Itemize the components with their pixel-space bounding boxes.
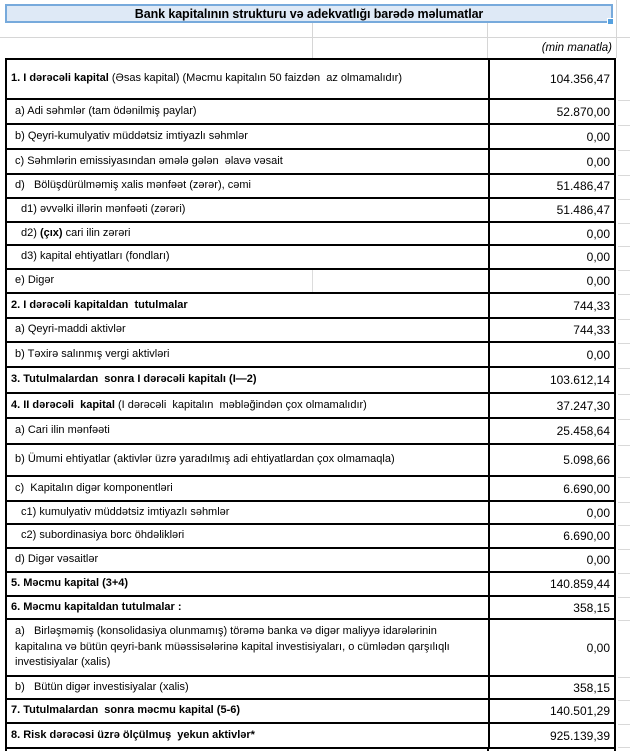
row-value[interactable]: 140.501,29 bbox=[549, 704, 610, 718]
gridline-tick bbox=[618, 223, 630, 224]
table-row[interactable] bbox=[7, 549, 614, 573]
table-row[interactable] bbox=[7, 270, 614, 294]
row-label[interactable]: 3. Tutulmalardan sonra I dərəcəli kapitalı (I—2) bbox=[7, 368, 490, 392]
table-row[interactable] bbox=[7, 724, 614, 747]
gridline-tick bbox=[618, 100, 630, 101]
table-row[interactable] bbox=[7, 294, 614, 319]
gridline-tick bbox=[618, 573, 630, 574]
table-row[interactable] bbox=[7, 525, 614, 549]
row-value[interactable]: 51.486,47 bbox=[556, 179, 610, 193]
gridline-tick bbox=[618, 700, 630, 701]
capital-table bbox=[5, 58, 616, 749]
gridline-tick bbox=[618, 125, 630, 126]
gridline-vertical bbox=[616, 0, 617, 58]
row-value[interactable]: 140.859,44 bbox=[549, 577, 610, 591]
row-value[interactable]: 52.870,00 bbox=[556, 104, 610, 119]
table-row[interactable] bbox=[7, 223, 614, 246]
gridline-tick bbox=[618, 502, 630, 503]
row-value[interactable]: 0,00 bbox=[586, 553, 610, 567]
row-label[interactable]: a) Adi səhmlər (tam ödənilmiş paylar) bbox=[7, 100, 490, 123]
table-row[interactable] bbox=[7, 100, 614, 125]
gridline-vertical bbox=[312, 23, 313, 58]
row-value[interactable]: 0,00 bbox=[586, 505, 610, 520]
row-label[interactable]: c) Səhmlərin emissiyasından əmələ gələn əlavə vəsait bbox=[7, 150, 490, 173]
row-label[interactable]: d1) əvvəlki illərin mənfəəti (zərəri) bbox=[7, 199, 490, 221]
gridline-tick bbox=[618, 620, 630, 621]
row-label[interactable]: 4. II dərəcəli kapital (I dərəcəli kapitalın məbləğindən çox olmamalıdır) bbox=[7, 394, 490, 417]
unit-note-cell[interactable] bbox=[488, 37, 614, 58]
row-label[interactable]: 2. I dərəcəli kapitaldan tutulmalar bbox=[7, 294, 490, 317]
table-row[interactable] bbox=[7, 319, 614, 343]
gridline-tick bbox=[618, 747, 630, 748]
table-row[interactable] bbox=[7, 620, 614, 677]
table-row[interactable] bbox=[7, 573, 614, 597]
row-label[interactable]: 5. Məcmu kapital (3+4) bbox=[7, 573, 490, 595]
table-row[interactable] bbox=[7, 419, 614, 445]
row-value[interactable]: 0,00 bbox=[586, 129, 610, 144]
table-row[interactable] bbox=[7, 60, 614, 100]
gridline-tick bbox=[618, 175, 630, 176]
row-value[interactable]: 104.356,47 bbox=[549, 72, 610, 86]
gridline-tick bbox=[618, 597, 630, 598]
unit-note-text: (min manatla) bbox=[541, 41, 612, 54]
table-row[interactable] bbox=[7, 368, 614, 394]
gridline-tick bbox=[618, 677, 630, 678]
border-fragment bbox=[487, 747, 489, 751]
gridline-tick bbox=[618, 270, 630, 271]
next-row-partial bbox=[0, 747, 630, 751]
row-value[interactable]: 5.098,66 bbox=[563, 453, 610, 467]
row-label[interactable]: b) Qeyri-kumulyativ müddətsiz imtiyazlı səhmlər bbox=[7, 125, 490, 148]
table-row[interactable] bbox=[7, 246, 614, 270]
gridline-tick bbox=[618, 724, 630, 725]
row-label[interactable]: c1) kumulyativ müddətsiz imtiyazlı səhmlər bbox=[7, 502, 490, 523]
gridline-tick bbox=[618, 246, 630, 247]
table-row[interactable] bbox=[7, 677, 614, 700]
table-row[interactable] bbox=[7, 477, 614, 502]
row-value[interactable]: 25.458,64 bbox=[556, 424, 610, 438]
page-title: Bank kapitalının strukturu və adekvatlığı barədə məlumatlar bbox=[134, 6, 484, 21]
gridline-tick bbox=[618, 477, 630, 478]
gridline-tick bbox=[618, 394, 630, 395]
row-label[interactable]: d) Digər vəsaitlər bbox=[7, 549, 490, 571]
row-value[interactable]: 0,00 bbox=[586, 250, 610, 264]
gridline-tick bbox=[618, 294, 630, 295]
gridline-tick bbox=[618, 343, 630, 344]
border-fragment bbox=[614, 747, 616, 751]
row-label[interactable]: c) Kapitalın digər komponentləri bbox=[7, 477, 490, 500]
gridline-tick bbox=[618, 525, 630, 526]
gridline-tick bbox=[618, 445, 630, 446]
row-label[interactable]: a) Birləşməmiş (konsolidasiya olunmamış) törəmə banka və digər maliyyə idarələrinin kapitalına və bütün qeyri-bank müəssisələrinə kapital investisiyaları, o cümlədən qarşılıqlı investisiyalar (xalis) bbox=[7, 620, 490, 675]
row-label[interactable]: d) Bölüşdürülməmiş xalis mənfəət (zərər), cəmi bbox=[7, 175, 490, 197]
row-label[interactable]: d2) (çıx) cari ilin zərəri bbox=[7, 223, 490, 244]
row-label[interactable]: a) Qeyri-maddi aktivlər bbox=[7, 319, 490, 341]
row-value[interactable]: 925.139,39 bbox=[549, 728, 610, 743]
row-value[interactable]: 0,00 bbox=[586, 347, 610, 362]
border-fragment bbox=[5, 747, 7, 751]
title-cell[interactable] bbox=[5, 4, 613, 23]
row-value[interactable]: 6.690,00 bbox=[563, 481, 610, 496]
capital-table-rows bbox=[7, 60, 614, 747]
row-label[interactable]: a) Cari ilin mənfəəti bbox=[7, 419, 490, 443]
row-label[interactable]: b) Ümumi ehtiyatlar (aktivlər üzrə yaradılmış adi ehtiyatlardan çox olmamaqla) bbox=[7, 445, 490, 475]
row-value[interactable]: 103.612,14 bbox=[549, 373, 610, 387]
row-label[interactable]: e) Digər bbox=[7, 270, 490, 292]
table-row[interactable] bbox=[7, 343, 614, 368]
row-value[interactable]: 37.247,30 bbox=[556, 398, 610, 413]
table-row[interactable] bbox=[7, 125, 614, 150]
row-label[interactable]: 8. Risk dərəcəsi üzrə ölçülmuş yekun aktivlər* bbox=[7, 724, 490, 747]
table-row[interactable] bbox=[7, 700, 614, 724]
row-value[interactable]: 0,00 bbox=[586, 154, 610, 169]
row-value[interactable]: 6.690,00 bbox=[563, 529, 610, 543]
row-label[interactable]: 7. Tutulmalardan sonra məcmu kapital (5-6) bbox=[7, 700, 490, 722]
row-label[interactable]: b) Bütün digər investisiyalar (xalis) bbox=[7, 677, 490, 698]
gridline-vertical bbox=[312, 270, 313, 292]
row-value[interactable]: 358,15 bbox=[573, 680, 610, 695]
table-row[interactable] bbox=[7, 150, 614, 175]
gridline-tick bbox=[618, 549, 630, 550]
table-row[interactable] bbox=[7, 394, 614, 419]
row-label[interactable]: b) Təxirə salınmış vergi aktivləri bbox=[7, 343, 490, 366]
gridline-tick bbox=[618, 419, 630, 420]
table-row[interactable] bbox=[7, 502, 614, 525]
row-value[interactable]: 0,00 bbox=[586, 226, 610, 241]
gridline-tick bbox=[618, 150, 630, 151]
row-label[interactable]: 6. Məcmu kapitaldan tutulmalar : bbox=[7, 597, 490, 618]
gridline-tick bbox=[618, 368, 630, 369]
row-value[interactable]: 0,00 bbox=[586, 640, 610, 655]
row-value[interactable]: 744,33 bbox=[573, 323, 610, 337]
row-value[interactable]: 0,00 bbox=[586, 274, 610, 288]
row-label[interactable]: 1. I dərəcəli kapital (Əsas kapital) (Məcmu kapitalın 50 faizdən az olmamalıdır) bbox=[7, 60, 490, 98]
table-row[interactable] bbox=[7, 445, 614, 477]
row-value[interactable]: 744,33 bbox=[573, 298, 610, 313]
selection-fill-handle[interactable] bbox=[607, 18, 614, 25]
table-row[interactable] bbox=[7, 199, 614, 223]
table-row[interactable] bbox=[7, 597, 614, 620]
row-label[interactable]: c2) subordinasiya borc öhdəlikləri bbox=[7, 525, 490, 547]
row-label[interactable]: d3) kapital ehtiyatları (fondları) bbox=[7, 246, 490, 268]
row-value[interactable]: 51.486,47 bbox=[556, 203, 610, 217]
gridline-tick bbox=[618, 319, 630, 320]
row-value[interactable]: 358,15 bbox=[573, 600, 610, 615]
gridline-tick bbox=[618, 199, 630, 200]
table-row[interactable] bbox=[7, 175, 614, 199]
